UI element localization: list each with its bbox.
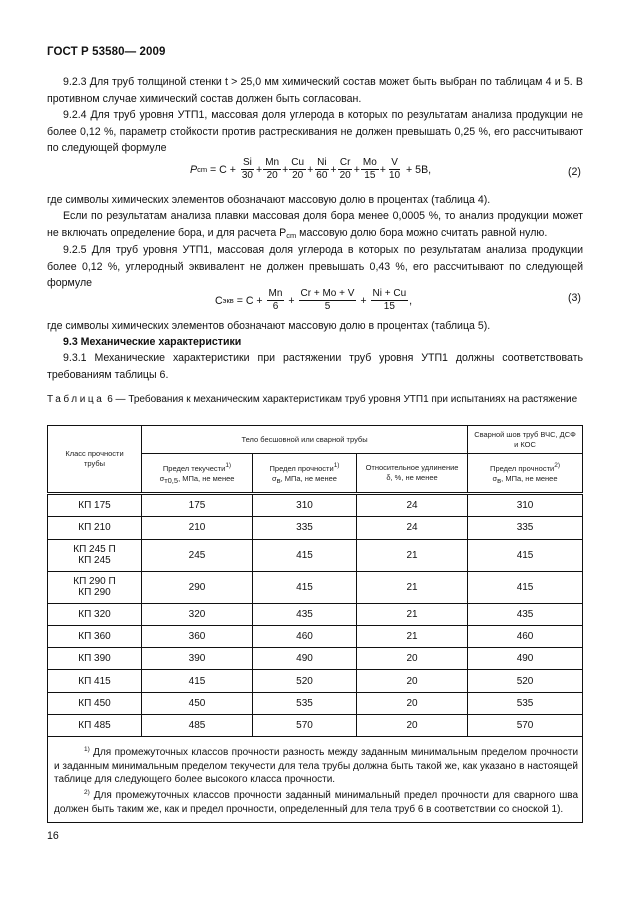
table-caption-text: 6 — Требования к механическим характеристикам труб уровня УТП1 при испытаниях на растяжение (107, 394, 578, 405)
formula-pcm-lhs: P (190, 163, 198, 176)
fraction-cr: $\frac{Cr}{20}$ (339, 157, 351, 181)
cell-elongation: 24 (357, 494, 468, 517)
cell-class: КП 210 (48, 517, 142, 539)
cell-yield: 360 (142, 625, 253, 647)
paragraph-boron: Если по результатам анализа плавки массовая доля бора менее 0,0005 %, то анализ продукции может не включать определение бора, и для расчета $P_{cm}$ массовую долю бора можно считать равной нулю. (47, 210, 583, 240)
table-footnotes-row (48, 737, 583, 822)
cell-class: КП 450 (48, 692, 142, 714)
table-row (48, 539, 583, 571)
fraction-mn: $\frac{Mn}{20}$ (265, 157, 280, 181)
cell-elongation: 21 (357, 625, 468, 647)
cell-weld: 490 (468, 648, 583, 670)
plus-sign: + (256, 163, 263, 176)
cell-elongation: 21 (357, 539, 468, 571)
equation-number-3: (3) (568, 292, 581, 304)
paragraph-where-2: где символы химических элементов обозначают массовую долю в процентах (таблица 5). (47, 320, 491, 332)
table-row (48, 571, 583, 603)
table-row (48, 670, 583, 692)
footnote-2: $^{2)}$ Для промежуточных классов прочности заданный минимальный предел прочности для сварного шва должен быть таким же, как и предел прочности, определенный для тела труб 6 в соответствии со сноской 1). (54, 789, 579, 815)
document-header: ГОСТ Р 53580— 2009 (47, 46, 166, 58)
plus-sign: + (330, 163, 337, 176)
cell-weld: 570 (468, 715, 583, 737)
plus-sign: + (307, 163, 314, 176)
cell-weld: 310 (468, 494, 583, 517)
formula-ceq-eq: = C + (233, 294, 266, 307)
cell-tensile: 415 (253, 571, 357, 603)
plus-sign: + (357, 294, 370, 307)
table-row (48, 603, 583, 625)
equation-number-2: (2) (568, 166, 581, 178)
cell-weld: 415 (468, 539, 583, 571)
cell-elongation: 20 (357, 692, 468, 714)
fraction-crmov-5: $\frac{Cr + Mo + V}{5}$ (300, 288, 355, 312)
plus-sign: + (379, 163, 386, 176)
cell-yield: 245 (142, 539, 253, 571)
cell-yield: 450 (142, 692, 253, 714)
cell-tensile: 490 (253, 648, 357, 670)
cell-tensile: 570 (253, 715, 357, 737)
fraction-mo: $\frac{Mo}{15}$ (362, 157, 377, 181)
paragraph-9-3-1: 9.3.1 Механические характеристики при растяжении труб уровня УТП1 должны соответствовать требованиям таблицы 6. (47, 352, 583, 381)
plus-sign: + (282, 163, 289, 176)
cell-tensile: 310 (253, 494, 357, 517)
cell-weld: 415 (468, 571, 583, 603)
fraction-ni: $\frac{Ni}{60}$ (316, 157, 328, 181)
formula-pcm-tail: + 5B, (403, 163, 432, 176)
table-row (48, 494, 583, 517)
table-caption-label: Таблица (47, 394, 105, 405)
section-heading-9-3: 9.3 Механические характеристики (63, 336, 242, 348)
header-pipe-body: Тело бесшовной или сварной трубы (142, 426, 468, 454)
cell-class: КП 360 (48, 625, 142, 647)
table-row (48, 517, 583, 539)
plus-sign: + (353, 163, 360, 176)
paragraph-9-2-3: 9.2.3 Для труб толщиной стенки t > 25,0 мм химический состав может быть выбран по таблицам 4 и 5. В противном случае химический состав должен быть согласован. (47, 76, 583, 105)
paragraph-9-2-5: 9.2.5 Для труб уровня УТП1, массовая доля углерода в которых по результатам анализа продукции более 0,12 %, углеродный эквивалент не должен превышать 0,43 %, его рассчитывают по следующей формуле (47, 244, 583, 290)
header-weld-tensile: Предел прочности2) σв, МПа, не менее (468, 454, 583, 494)
formula-ceq-tail: , (409, 294, 413, 307)
table-caption (47, 393, 583, 406)
cell-yield: 290 (142, 571, 253, 603)
cell-elongation: 20 (357, 648, 468, 670)
cell-class: КП 175 (48, 494, 142, 517)
cell-tensile: 335 (253, 517, 357, 539)
formula-pcm-eq: = C + (207, 163, 239, 176)
header-elongation: Относительное удлинение δ, %, не менее (357, 454, 468, 494)
header-tensile-strength: Предел прочности1) σв, МПа, не менее (253, 454, 357, 494)
paragraph-9-2-4: 9.2.4 Для труб уровня УТП1, массовая доля углерода в которых по результатам анализа продукции не более 0,12 %, параметр стойкости против растрескивания не должен превышать 0,25 %, его рассчитывают по следующей формуле (47, 109, 583, 155)
formula-ceq-lhs-sub: экв (222, 296, 234, 305)
header-yield-strength: Предел текучести1) σт0,5, МПа, не менее (142, 454, 253, 494)
cell-class: КП 415 (48, 670, 142, 692)
cell-elongation: 21 (357, 571, 468, 603)
fraction-v: $\frac{V}{10}$ (388, 157, 401, 181)
cell-weld: 460 (468, 625, 583, 647)
cell-weld: 520 (468, 670, 583, 692)
table-row (48, 715, 583, 737)
cell-yield: 415 (142, 670, 253, 692)
cell-class: КП 245 П КП 245 (48, 539, 142, 571)
cell-elongation: 20 (357, 715, 468, 737)
fraction-cu: $\frac{Cu}{20}$ (291, 157, 305, 181)
formula-ceq (215, 288, 412, 313)
cell-yield: 320 (142, 603, 253, 625)
fraction-si: $\frac{Si}{30}$ (241, 157, 253, 181)
fraction-mn-6: $\frac{Mn}{6}$ (268, 288, 283, 312)
cell-yield: 175 (142, 494, 253, 517)
cell-yield: 485 (142, 715, 253, 737)
header-weld-seam: Сварной шов труб ВЧС, ДСФ и КОС (468, 426, 583, 454)
table-row (48, 648, 583, 670)
cell-tensile: 415 (253, 539, 357, 571)
cell-weld: 335 (468, 517, 583, 539)
cell-class: КП 290 П КП 290 (48, 571, 142, 603)
cell-elongation: 21 (357, 603, 468, 625)
cell-yield: 390 (142, 648, 253, 670)
header-strength-class: Класс прочности трубы (48, 426, 142, 494)
table-row (48, 692, 583, 714)
cell-weld: 535 (468, 692, 583, 714)
page-number: 16 (47, 830, 59, 842)
cell-tensile: 435 (253, 603, 357, 625)
cell-elongation: 20 (357, 670, 468, 692)
cell-tensile: 520 (253, 670, 357, 692)
footnote-1: $^{1)}$ Для промежуточных классов прочности разность между заданным минимальным пределом прочности и заданным минимальным пределом текучести для тела трубы должна быть такой же, как указано в настоящей таблице для следующего более высокого класса прочности. (54, 746, 579, 785)
cell-elongation: 24 (357, 517, 468, 539)
fraction-nicu-15: $\frac{Ni + Cu}{15}$ (372, 288, 407, 312)
cell-class: КП 390 (48, 648, 142, 670)
table-row (48, 625, 583, 647)
cell-tensile: 460 (253, 625, 357, 647)
mechanical-properties-table (47, 425, 583, 823)
formula-ceq-lhs: C (215, 294, 223, 307)
cell-tensile: 535 (253, 692, 357, 714)
cell-weld: 435 (468, 603, 583, 625)
table-footnotes (48, 737, 583, 822)
cell-class: КП 485 (48, 715, 142, 737)
formula-pcm-lhs-sub: cm (197, 165, 208, 174)
paragraph-where-1: где символы химических элементов обозначают массовую долю в процентах (таблица 4). (47, 194, 491, 206)
cell-class: КП 320 (48, 603, 142, 625)
cell-yield: 210 (142, 517, 253, 539)
plus-sign: + (285, 294, 298, 307)
formula-pcm (190, 157, 431, 182)
